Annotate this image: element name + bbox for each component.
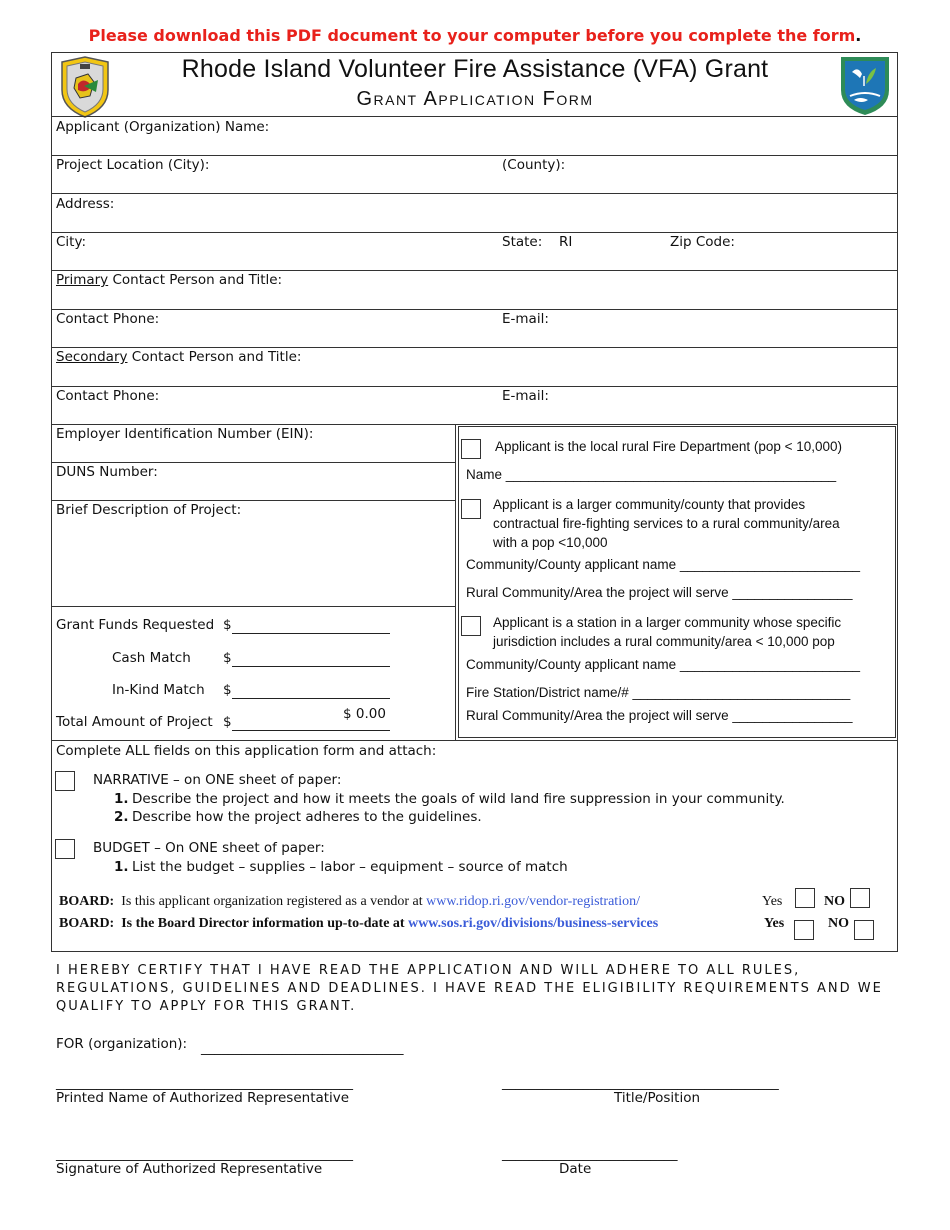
row-divider (51, 232, 898, 233)
business-services-link[interactable]: www.sos.ri.gov/divisions/business-services (408, 916, 659, 931)
total-amount-label: Total Amount of Project (56, 714, 213, 730)
community-applicant-name-field[interactable]: Community/County applicant name ________________________ (466, 657, 861, 672)
total-amount-value: $ 0.00 (343, 706, 386, 722)
date-label: Date (559, 1161, 592, 1177)
narrative-item: Describe how the project adheres to the guidelines. (132, 809, 482, 825)
signature-label: Signature of Authorized Representative (56, 1161, 323, 1177)
row-divider (51, 155, 898, 156)
larger-community-option: contractual fire-fighting services to a rural community/area (493, 516, 840, 531)
yes-label: Yes (762, 894, 783, 909)
rural-area-served-field[interactable]: Rural Community/Area the project will serve ________________ (466, 585, 853, 600)
row-divider (51, 424, 898, 425)
board-vendor-question: BOARD: Is this applicant organization registered as a vendor at www.ridop.ri.gov/vendor-registration/ (59, 894, 640, 909)
date-line[interactable]: __________________________ (502, 1146, 678, 1162)
county-label: (County): (502, 157, 566, 173)
list-number: 2. (114, 809, 129, 825)
in-kind-match-input[interactable] (232, 698, 390, 699)
cash-match-input[interactable] (232, 666, 390, 667)
email-label: E-mail: (502, 388, 549, 404)
address-label: Address: (56, 196, 115, 212)
row-divider (51, 606, 455, 607)
budget-item: List the budget – supplies – labor – equipment – source of match (132, 859, 568, 875)
applicant-name-label: Applicant (Organization) Name: (56, 119, 270, 135)
email-label: E-mail: (502, 311, 549, 327)
project-description-label: Brief Description of Project: (56, 502, 242, 518)
form-subtitle: Grant Application Form (356, 88, 594, 110)
form-title: Rhode Island Volunteer Fire Assistance (VFA) Grant (181, 55, 769, 83)
row-divider (51, 462, 455, 463)
dollar-sign: $ (223, 617, 232, 633)
list-number: 1. (114, 791, 129, 807)
state-label: State: (502, 234, 543, 250)
budget-checkbox[interactable] (55, 839, 75, 859)
contact-phone-label: Contact Phone: (56, 388, 160, 404)
narrative-heading: NARRATIVE – on ONE sheet of paper: (93, 772, 342, 788)
list-number: 1. (114, 859, 129, 875)
row-divider (51, 347, 898, 348)
budget-heading: BUDGET – On ONE sheet of paper: (93, 840, 325, 856)
station-option: Applicant is a station in a larger community whose specific (493, 615, 842, 630)
yes-label: Yes (764, 916, 785, 931)
row-divider (51, 193, 898, 194)
director-yes-checkbox[interactable] (794, 920, 814, 940)
rural-fire-department-checkbox[interactable] (461, 439, 481, 459)
organization-signature-line[interactable]: ______________________________ (201, 1040, 404, 1056)
row-divider (51, 740, 898, 741)
vendor-registration-link[interactable]: www.ridop.ri.gov/vendor-registration/ (426, 894, 640, 909)
rural-fire-department-option: Applicant is the local rural Fire Department (pop < 10,000) (495, 439, 843, 454)
larger-community-checkbox[interactable] (461, 499, 481, 519)
dollar-sign: $ (223, 682, 232, 698)
director-no-checkbox[interactable] (854, 920, 874, 940)
larger-community-option: Applicant is a larger community/county that provides (493, 497, 806, 512)
zip-code-label: Zip Code: (670, 234, 735, 250)
vendor-no-checkbox[interactable] (850, 888, 870, 908)
printed-name-label: Printed Name of Authorized Representative (56, 1090, 350, 1106)
title-position-label: Title/Position (614, 1090, 701, 1106)
download-notice: Please download this PDF document to your computer before you complete the form. (88, 26, 862, 45)
project-city-label: Project Location (City): (56, 157, 210, 173)
grant-funds-label: Grant Funds Requested (56, 617, 215, 633)
row-divider (51, 270, 898, 271)
board-director-question: BOARD: Is the Board Director information up-to-date at www.sos.ri.gov/divisions/business-services (59, 916, 659, 931)
fire-station-name-field[interactable]: Fire Station/District name/# _____________________________ (466, 685, 851, 700)
rural-area-served-field[interactable]: Rural Community/Area the project will serve ________________ (466, 708, 853, 723)
dollar-sign: $ (223, 650, 232, 666)
larger-community-option: with a pop <10,000 (493, 535, 608, 550)
for-organization-label: FOR (organization): (56, 1036, 188, 1052)
community-applicant-name-field[interactable]: Community/County applicant name ________________________ (466, 557, 861, 572)
dollar-sign: $ (223, 714, 232, 730)
row-divider (51, 309, 898, 310)
total-amount-field (232, 730, 390, 731)
primary-contact-label: Primary Contact Person and Title: (56, 272, 283, 288)
no-label: NO (828, 916, 849, 931)
row-divider (51, 386, 898, 387)
printed-name-line[interactable]: ____________________________________________ (56, 1075, 353, 1091)
contact-phone-label: Contact Phone: (56, 311, 160, 327)
narrative-checkbox[interactable] (55, 771, 75, 791)
station-checkbox[interactable] (461, 616, 481, 636)
state-value: RI (559, 234, 573, 250)
vendor-yes-checkbox[interactable] (795, 888, 815, 908)
secondary-contact-label: Secondary Contact Person and Title: (56, 349, 302, 365)
in-kind-match-label: In-Kind Match (112, 682, 205, 698)
fire-department-name-field[interactable]: Name ____________________________________________ (466, 467, 837, 482)
grant-funds-input[interactable] (232, 633, 390, 634)
certification-statement: I HEREBY CERTIFY THAT I HAVE READ THE APPLICATION AND WILL ADHERE TO ALL RULES, REGULATIONS, GUIDELINES AND DEADLINES. I HAVE READ THE ELIGIBILITY REQUIREMENTS AND WE QUALIFY TO APPLY FOR THIS GRANT. (56, 963, 883, 1014)
narrative-item: Describe the project and how it meets the goals of wild land fire suppression in your community. (132, 791, 785, 807)
ein-label: Employer Identification Number (EIN): (56, 426, 314, 442)
station-option: jurisdiction includes a rural community/area < 10,000 pop (493, 634, 835, 649)
city-label: City: (56, 234, 87, 250)
duns-label: DUNS Number: (56, 464, 158, 480)
cash-match-label: Cash Match (112, 650, 191, 666)
no-label: NO (824, 894, 845, 909)
column-divider (455, 424, 456, 740)
row-divider (51, 116, 898, 117)
row-divider (51, 500, 455, 501)
attachments-intro: Complete ALL fields on this application form and attach: (56, 743, 437, 759)
title-position-line[interactable]: _________________________________________ (502, 1075, 779, 1091)
signature-line[interactable]: ____________________________________________ (56, 1146, 353, 1162)
